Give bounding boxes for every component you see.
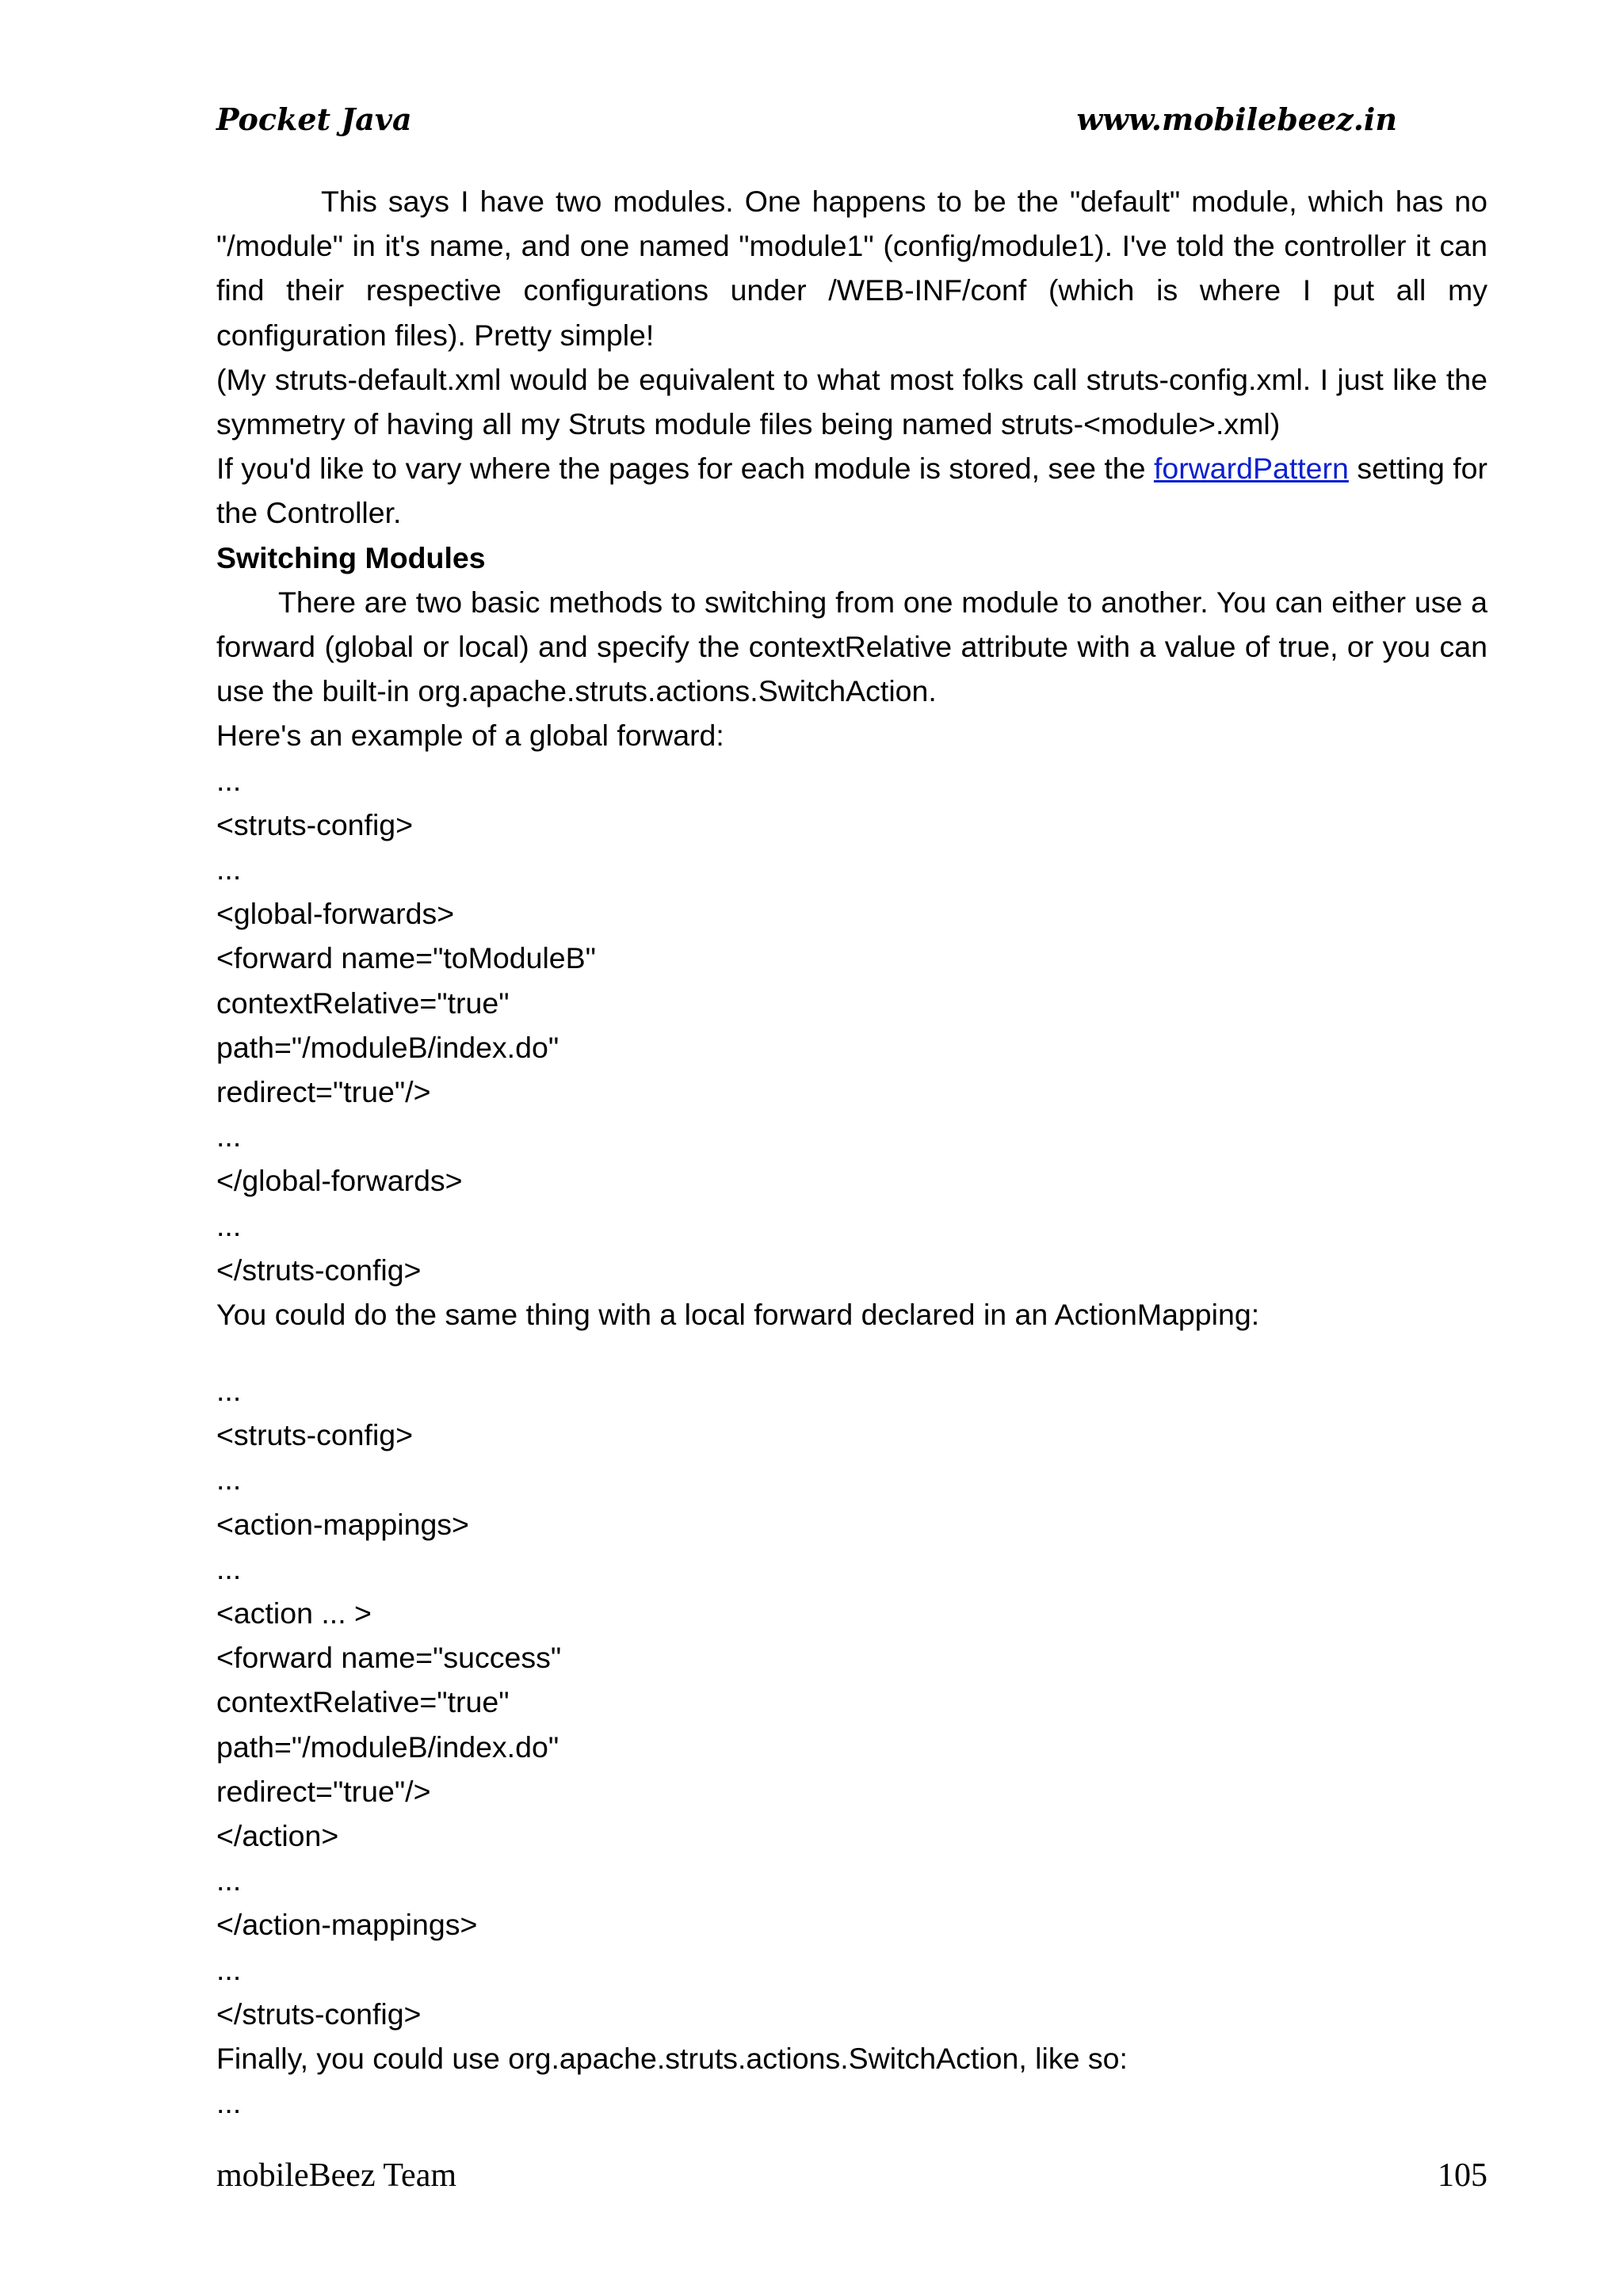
code-line: path="/moduleB/index.do" xyxy=(216,1030,559,1064)
code-block-local-forward xyxy=(216,1368,1487,2036)
code-line: </struts-config> xyxy=(216,1997,422,2031)
code-line: </struts-config> xyxy=(216,1253,422,1287)
code-line: ... xyxy=(216,1374,242,1408)
paragraph-forward-pattern-after: setting for the Controller. xyxy=(216,452,1487,530)
code-line: path="/moduleB/index.do" xyxy=(216,1730,559,1764)
code-block-global-forward xyxy=(216,758,1487,1292)
paragraph-forward-pattern xyxy=(216,446,1487,535)
code-line: ... xyxy=(216,1119,242,1154)
paragraph-global-forward-intro: Here's an example of a global forward: xyxy=(216,719,724,753)
code-line: <global-forwards> xyxy=(216,897,455,931)
code-block-switch-action xyxy=(216,2081,1487,2125)
code-line: contextRelative="true" xyxy=(216,986,510,1020)
paragraph-switching-methods: There are two basic methods to switching from one module to another. You can either use a forward (global or local) and specify the contextRelative attribute with a value of true, or you can use the built-in org.apache.struts.actions.SwitchAction. xyxy=(216,585,1487,708)
code-line: </global-forwards> xyxy=(216,1164,463,1198)
code-line: ... xyxy=(216,1863,242,1897)
paragraph-modules-intro: This says I have two modules. One happens to be the "default" module, which has no "/module" in it's name, and one named "module1" (config/module1). I've told the controller it can find their respective configurations under /WEB-INF/conf (which is where I put all my configuration files). Pretty simple! xyxy=(216,185,1487,352)
code-line: <struts-config> xyxy=(216,1418,414,1452)
blank-spacer xyxy=(216,1337,1487,1368)
code-line: ... xyxy=(216,763,242,797)
page-footer xyxy=(216,2157,1487,2204)
paragraph-local-forward-intro: You could do the same thing with a local forward declared in an ActionMapping: xyxy=(216,1297,1260,1331)
code-line: ... xyxy=(216,852,242,887)
code-line: </action> xyxy=(216,1818,339,1852)
footer-team: mobileBeez Team xyxy=(216,2157,457,2194)
section-heading: Switching Modules xyxy=(216,540,486,574)
code-line: ... xyxy=(216,1952,242,1986)
header-title: Pocket Java xyxy=(216,101,412,137)
code-line: ... xyxy=(216,1551,242,1585)
code-line: <action-mappings> xyxy=(216,1507,469,1541)
code-line: ... xyxy=(216,1208,242,1242)
code-line: redirect="true"/> xyxy=(216,1074,431,1108)
code-line: <action ... > xyxy=(216,1596,372,1630)
code-line: </action-mappings> xyxy=(216,1908,478,1942)
code-line: ... xyxy=(216,2086,242,2120)
code-line: <forward name="success" xyxy=(216,1641,562,1675)
page-header xyxy=(216,101,1397,149)
code-line: contextRelative="true" xyxy=(216,1685,510,1719)
code-line: redirect="true"/> xyxy=(216,1774,431,1808)
page-number: 105 xyxy=(1438,2157,1487,2194)
code-line: ... xyxy=(216,1463,242,1497)
paragraph-forward-pattern-before: If you'd like to vary where the pages for each module is stored, see the xyxy=(216,452,1154,486)
paragraph-struts-default: (My struts-default.xml would be equivalent to what most folks call struts-config.xml. I just like the symmetry of having all my Struts module files being named struts-<module>.xml) xyxy=(216,362,1487,441)
page-content xyxy=(216,179,1487,2125)
code-line: <forward name="toModuleB" xyxy=(216,941,596,975)
header-website: www.mobilebeez.in xyxy=(1076,101,1397,137)
forward-pattern-link[interactable]: forwardPattern xyxy=(1153,452,1349,486)
code-line: <struts-config> xyxy=(216,807,414,841)
paragraph-switch-action-intro: Finally, you could use org.apache.struts.actions.SwitchAction, like so: xyxy=(216,2041,1128,2075)
